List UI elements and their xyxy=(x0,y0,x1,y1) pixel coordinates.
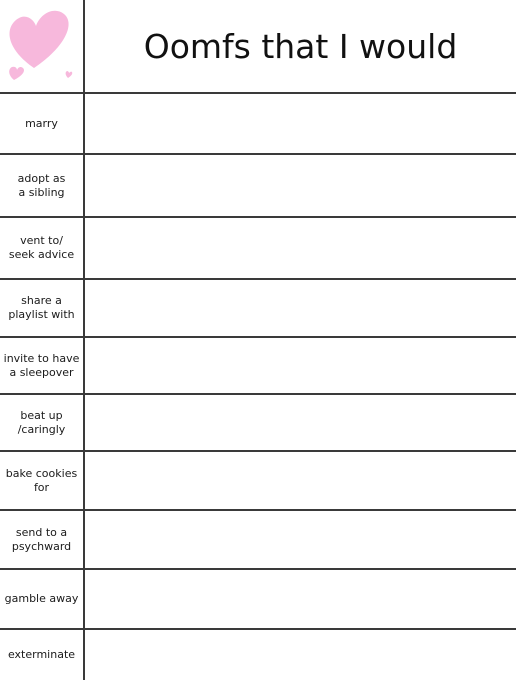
row-label-gamble: gamble away xyxy=(4,592,79,605)
row-label-psychward: send to a psychward xyxy=(11,525,72,553)
answer-cell-marry[interactable] xyxy=(85,94,516,153)
row-label-beat-up: beat up /caringly xyxy=(17,408,66,436)
row-label-adopt-sibling: adopt as a sibling xyxy=(17,171,66,199)
row-label-cookies: bake cookies for xyxy=(5,466,78,494)
row-label-sleepover: invite to have a sleepover xyxy=(3,351,80,379)
answer-cell-beat-up[interactable] xyxy=(85,395,516,450)
row-label-marry: marry xyxy=(25,116,58,130)
row-label-vent: vent to/ seek advice xyxy=(8,234,75,261)
row-label-playlist: share a playlist with xyxy=(8,294,75,321)
page-title: Oomfs that I would xyxy=(143,26,458,66)
answer-cell-cookies[interactable] xyxy=(85,452,516,509)
answer-cell-sleepover[interactable] xyxy=(85,338,516,393)
answer-cell-playlist[interactable] xyxy=(85,280,516,336)
answer-cell-gamble[interactable] xyxy=(85,570,516,628)
row-label-exterminate: exterminate xyxy=(7,648,76,661)
answer-cell-exterminate[interactable] xyxy=(85,630,516,680)
answer-cell-adopt-sibling[interactable] xyxy=(85,155,516,216)
answer-cell-psychward[interactable] xyxy=(85,511,516,568)
hearts-decoration xyxy=(0,0,83,92)
pink-hearts-icon xyxy=(0,0,83,92)
answer-cell-vent[interactable] xyxy=(85,218,516,278)
